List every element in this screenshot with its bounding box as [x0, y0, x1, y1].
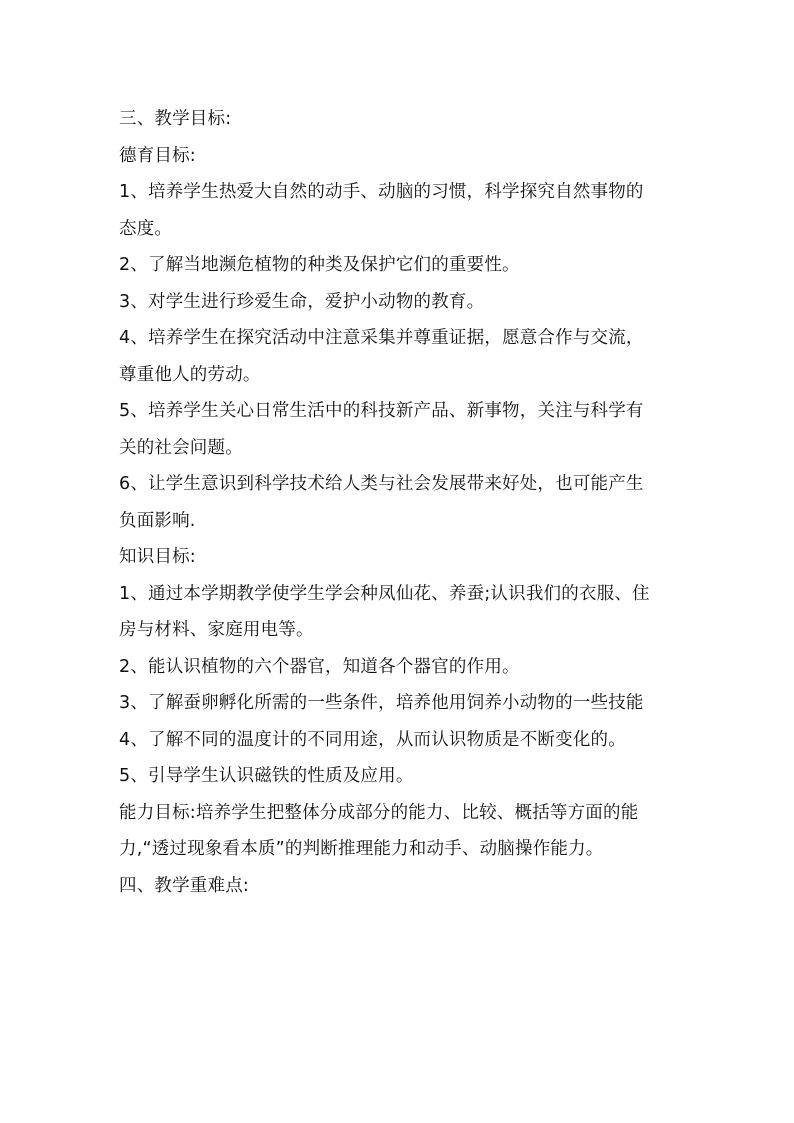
document-body [119, 101, 679, 904]
subheading-knowledge-objectives: 知识目标: [119, 547, 196, 567]
paragraph-line: 房与材料、家庭用电等。 [119, 620, 314, 640]
paragraph-line: 4、了解不同的温度计的不同用途，从而认识物质是不断变化的。 [119, 729, 626, 750]
paragraph-line: 1、培养学生热爱大自然的动手、动脑的习惯，科学探究自然事物的 [119, 182, 644, 202]
paragraph-line: 3、对学生进行珍爱生命，爱护小动物的教育。 [119, 291, 485, 312]
paragraph-line: 力,“透过现象看本质”的判断推理能力和动手、动脑操作能力。 [119, 839, 604, 859]
paragraph-line: 6、让学生意识到科学技术给人类与社会发展带来好处，也可能产生 [119, 474, 644, 494]
paragraph-line: 2、了解当地濒危植物的种类及保护它们的重要性。 [119, 255, 520, 275]
paragraph-line: 态度。 [119, 218, 173, 239]
paragraph-line: 5、引导学生认识磁铁的性质及应用。 [119, 766, 414, 786]
paragraph-line: 关的社会问题。 [119, 437, 243, 458]
paragraph-line: 4、培养学生在探究活动中注意采集并尊重证据，愿意合作与交流， [119, 328, 644, 348]
paragraph-line: 1、通过本学期教学使学生学会种凤仙花、养蚕;认识我们的衣服、住 [119, 583, 650, 604]
paragraph-line: 尊重他人的劳动。 [119, 364, 261, 385]
paragraph-line: 负面影响. [119, 510, 196, 531]
section-heading-teaching-objectives: 三、教学目标: [119, 109, 232, 129]
section-heading-key-difficulties: 四、教学重难点: [119, 875, 249, 896]
paragraph-line: 2、能认识植物的六个器官，知道各个器官的作用。 [119, 656, 520, 677]
paragraph-line: 3、了解蚕卵孵化所需的一些条件，培养他用饲养小动物的一些技能 [119, 693, 644, 713]
subheading-moral-objectives: 德育目标: [119, 145, 196, 166]
paragraph-line: 5、培养学生关心日常生活中的科技新产品、新事物，关注与科学有 [119, 401, 644, 421]
paragraph-line-ability-objectives: 能力目标:培养学生把整体分成部分的能力、比较、概括等方面的能 [119, 802, 639, 823]
